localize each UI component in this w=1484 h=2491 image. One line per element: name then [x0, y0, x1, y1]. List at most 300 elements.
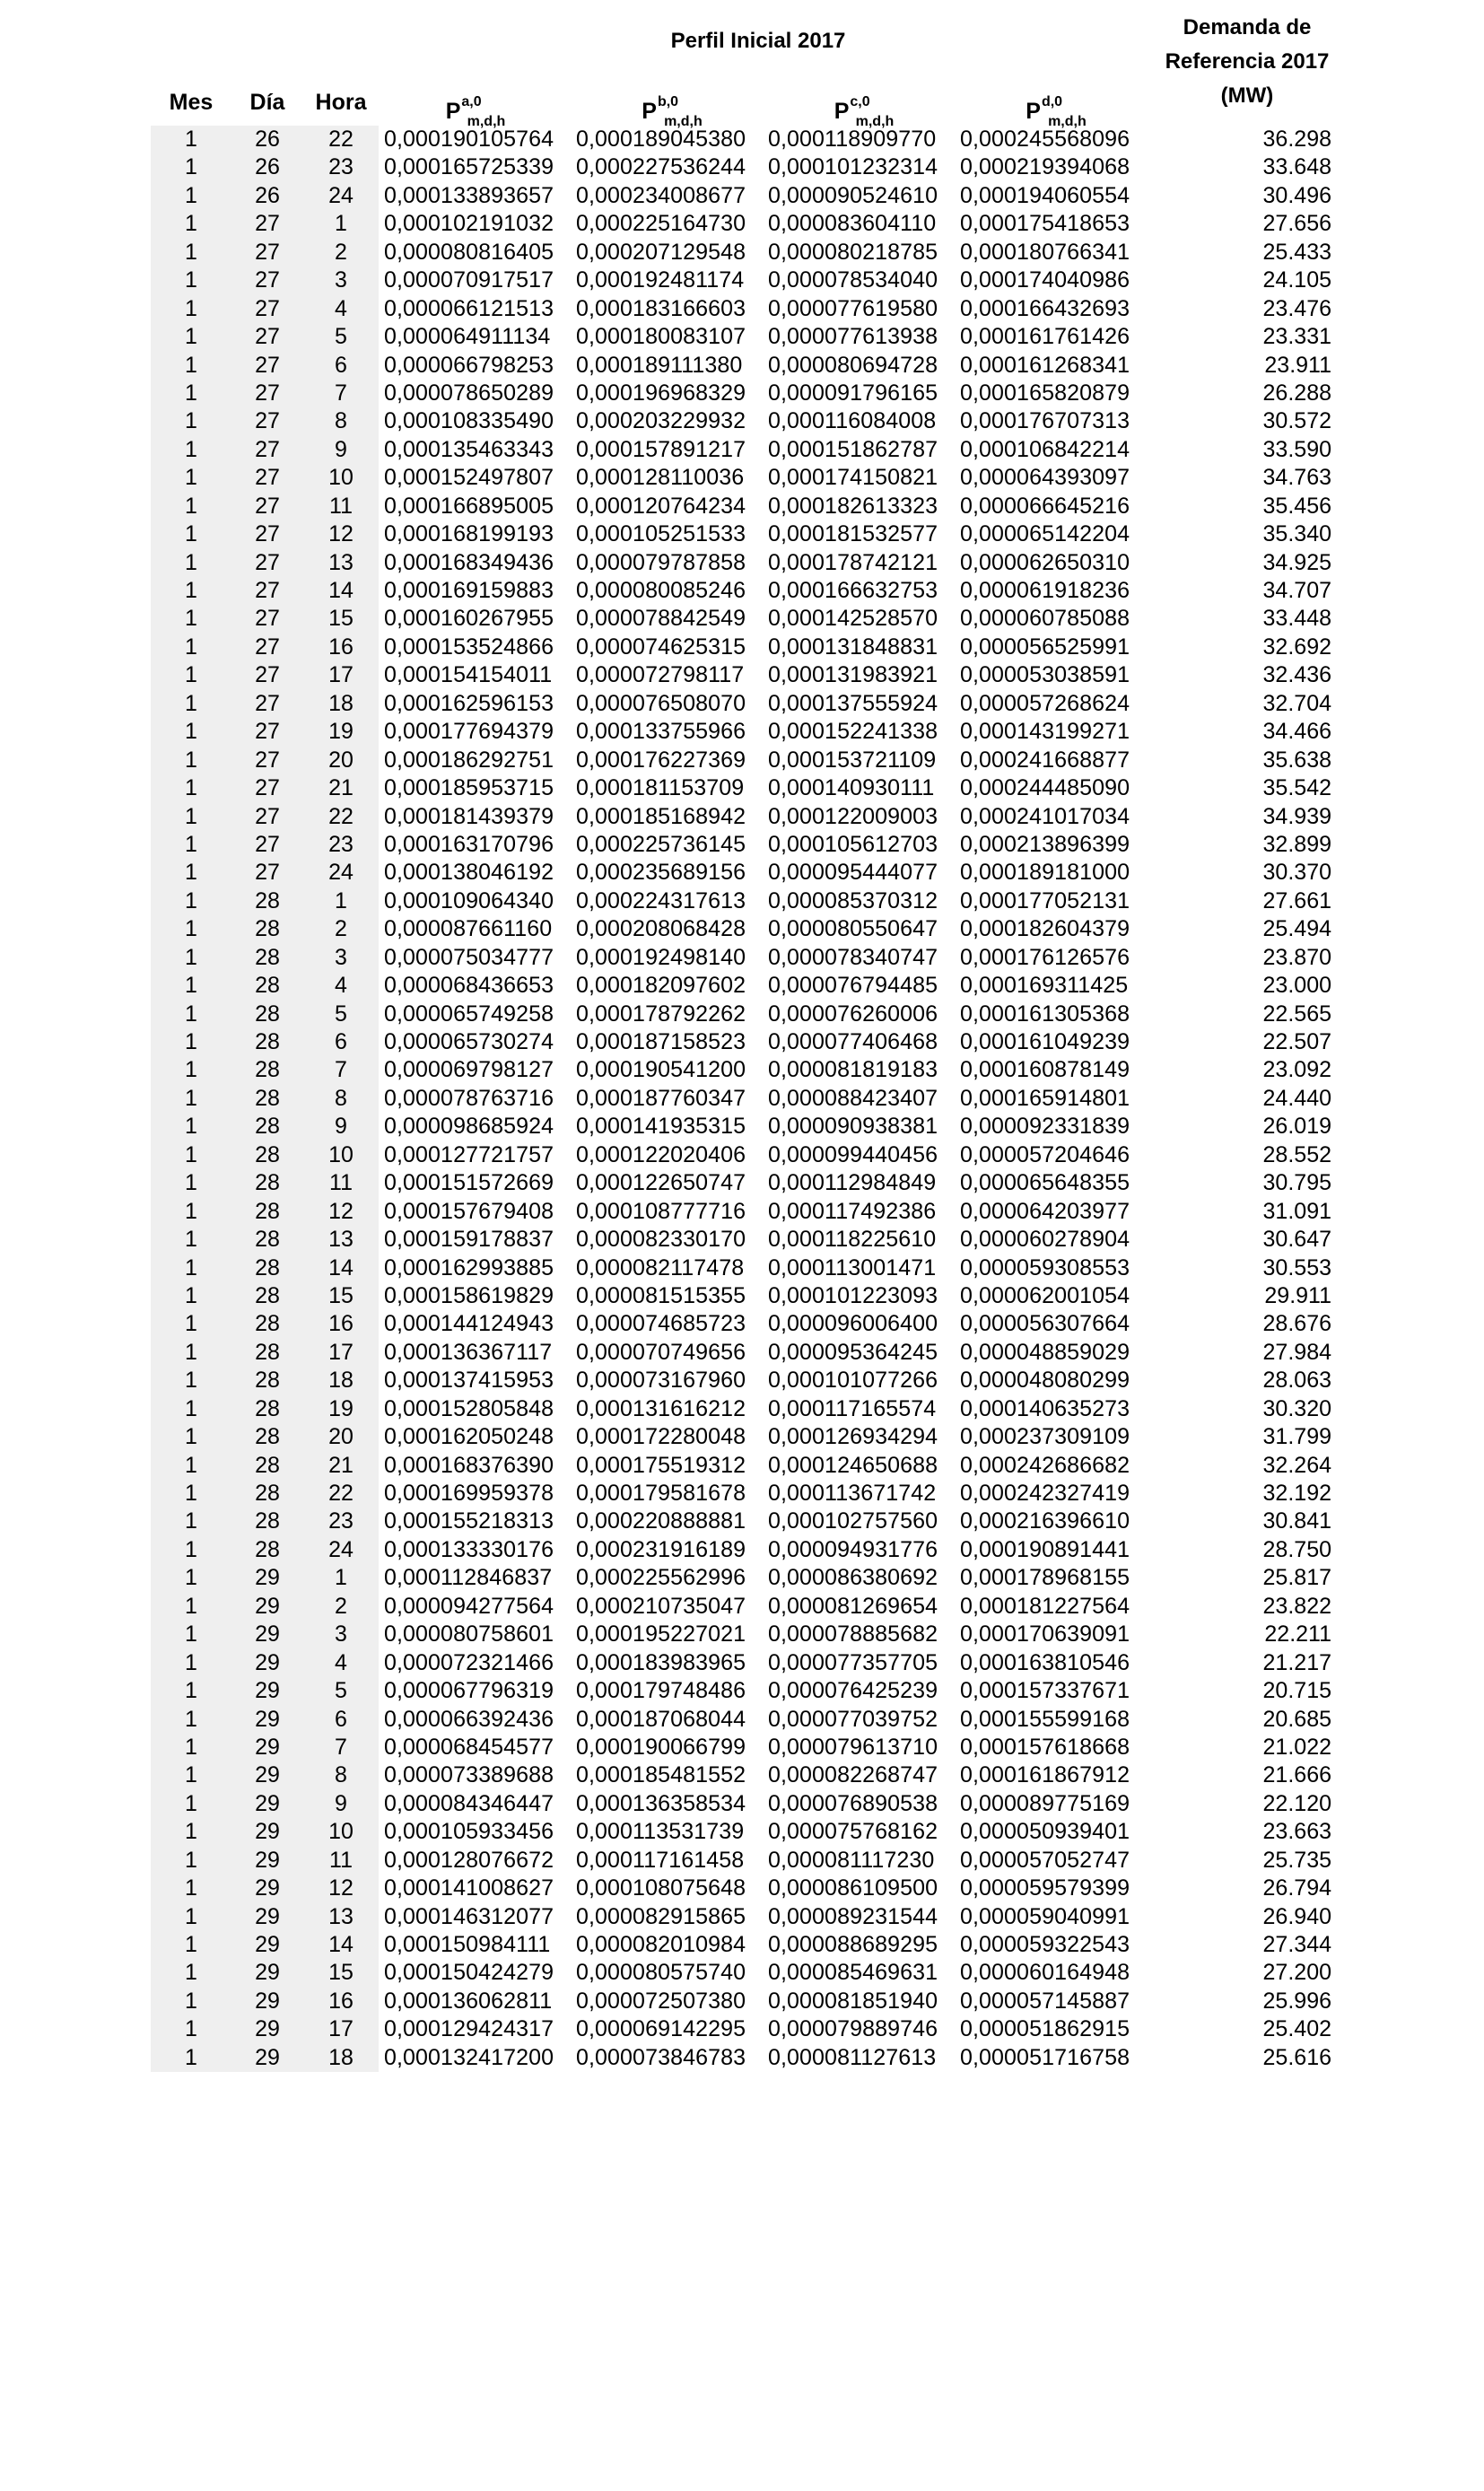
cell-pd: 0,000178968155 [960, 1565, 1130, 1591]
cell-pc: 0,000091796165 [768, 380, 938, 406]
cell-mes: 1 [151, 1593, 231, 1621]
cell-dia: 27 [231, 577, 303, 605]
cell-mes: 1 [151, 972, 231, 1000]
cell-pa: 0,000146312077 [384, 1903, 554, 1929]
cell-pa: 0,000129424317 [384, 2016, 554, 2042]
table-row [0, 1875, 1484, 1902]
cell-hora: 16 [303, 634, 379, 661]
demanda-header [1113, 11, 1382, 113]
cell-pb: 0,000192498140 [576, 944, 746, 970]
cell-dia: 29 [231, 1564, 303, 1592]
cell-dia: 28 [231, 1282, 303, 1310]
cell-pb: 0,000179581678 [576, 1481, 746, 1506]
cell-pc: 0,000182613323 [768, 493, 938, 519]
cell-dia: 28 [231, 1056, 303, 1084]
cell-pc: 0,000080550647 [768, 916, 938, 942]
cell-pb: 0,000074685723 [576, 1311, 746, 1337]
cell-pc: 0,000075768162 [768, 1819, 938, 1845]
cell-pc: 0,000081127613 [768, 2044, 937, 2070]
cell-hora: 3 [303, 1621, 379, 1648]
cell-pc: 0,000105612703 [768, 831, 938, 857]
table-row [0, 1113, 1484, 1141]
cell-mes: 1 [151, 2044, 231, 2072]
cell-pd: 0,000237309109 [960, 1424, 1130, 1450]
cell-demanda: 25.433 [1262, 239, 1331, 265]
cell-dia: 29 [231, 2015, 303, 2043]
cell-pd: 0,000064393097 [960, 465, 1130, 491]
cell-dia: 29 [231, 1677, 303, 1705]
table-row [0, 407, 1484, 435]
cell-pc: 0,000078885682 [768, 1621, 938, 1648]
cell-pd: 0,000181227564 [960, 1593, 1130, 1619]
cell-pb: 0,000073846783 [576, 2044, 746, 2070]
cell-mes: 1 [151, 1085, 231, 1113]
cell-demanda: 35.456 [1262, 493, 1331, 519]
cell-pa: 0,000162050248 [384, 1424, 554, 1450]
table-row [0, 436, 1484, 464]
cell-pa: 0,000098685924 [384, 1114, 554, 1140]
cell-pc: 0,000081851940 [768, 1988, 938, 2014]
cell-mes: 1 [151, 493, 231, 520]
col-header-pa [384, 81, 567, 129]
cell-hora: 12 [303, 520, 379, 548]
cell-pb: 0,000225562996 [576, 1565, 746, 1591]
table-row [0, 774, 1484, 802]
table-row [0, 1395, 1484, 1423]
cell-pb: 0,000074625315 [576, 634, 746, 660]
cell-pc: 0,000090524610 [768, 182, 938, 208]
cell-pd: 0,000064203977 [960, 1198, 1130, 1224]
cell-demanda: 34.466 [1262, 719, 1331, 745]
cell-pb: 0,000192481174 [576, 267, 745, 293]
cell-hora: 5 [303, 1677, 379, 1705]
cell-dia: 27 [231, 718, 303, 746]
cell-mes: 1 [151, 210, 231, 238]
cell-pa: 0,000159178837 [384, 1227, 554, 1253]
cell-hora: 2 [303, 1593, 379, 1621]
cell-pd: 0,000066645216 [960, 493, 1130, 519]
cell-demanda: 30.572 [1262, 408, 1331, 434]
cell-pb: 0,000072507380 [576, 1988, 746, 2014]
cell-pa: 0,000138046192 [384, 860, 554, 886]
table-row [0, 1790, 1484, 1818]
cell-pd: 0,000169311425 [960, 973, 1129, 999]
table-row [0, 1310, 1484, 1338]
cell-dia: 27 [231, 323, 303, 351]
cell-demanda: 23.476 [1262, 295, 1331, 321]
cell-hora: 10 [303, 464, 379, 492]
cell-dia: 27 [231, 352, 303, 380]
cell-mes: 1 [151, 182, 231, 210]
cell-demanda: 20.715 [1262, 1678, 1331, 1704]
cell-dia: 28 [231, 1001, 303, 1028]
pa-sub: m,d,h [467, 114, 506, 129]
cell-hora: 17 [303, 1339, 379, 1367]
col-header-hora: Hora [315, 90, 367, 115]
cell-demanda: 23.911 [1264, 352, 1331, 378]
table-row [0, 267, 1484, 294]
cell-hora: 16 [303, 1988, 379, 2015]
cell-hora: 18 [303, 690, 379, 718]
cell-demanda: 25.616 [1262, 2044, 1331, 2070]
cell-mes: 1 [151, 1677, 231, 1705]
cell-mes: 1 [151, 1790, 231, 1818]
cell-pb: 0,000128110036 [576, 465, 745, 491]
cell-pd: 0,000050939401 [960, 1819, 1130, 1845]
cell-pa: 0,000137415953 [384, 1368, 554, 1394]
cell-demanda: 24.105 [1262, 267, 1331, 293]
cell-pb: 0,000189111380 [576, 352, 743, 378]
cell-pb: 0,000189045380 [576, 127, 746, 152]
cell-dia: 29 [231, 1818, 303, 1846]
cell-pa: 0,000068454577 [384, 1734, 554, 1760]
cell-demanda: 30.553 [1262, 1254, 1331, 1280]
cell-mes: 1 [151, 1621, 231, 1648]
cell-demanda: 33.590 [1262, 436, 1331, 462]
cell-pb: 0,000082915865 [576, 1903, 746, 1929]
cell-pd: 0,000051716758 [960, 2044, 1130, 2070]
cell-demanda: 23.822 [1262, 1593, 1331, 1619]
cell-dia: 29 [231, 1706, 303, 1734]
cell-hora: 19 [303, 718, 379, 746]
cell-hora: 19 [303, 1395, 379, 1423]
cell-pa: 0,000132417200 [384, 2044, 554, 2070]
cell-pb: 0,000136358534 [576, 1790, 746, 1816]
cell-hora: 18 [303, 2044, 379, 2072]
cell-pc: 0,000079613710 [768, 1734, 938, 1760]
cell-pb: 0,000234008677 [576, 182, 746, 208]
cell-mes: 1 [151, 1734, 231, 1761]
cell-hora: 23 [303, 1508, 379, 1535]
cell-hora: 11 [303, 1169, 379, 1197]
cell-mes: 1 [151, 1254, 231, 1282]
cell-dia: 26 [231, 153, 303, 181]
cell-pd: 0,000190891441 [960, 1536, 1130, 1562]
cell-pb: 0,000131616212 [576, 1395, 746, 1421]
table-row [0, 577, 1484, 605]
cell-pa: 0,000084346447 [384, 1790, 554, 1816]
cell-dia: 26 [231, 182, 303, 210]
cell-pd: 0,000155599168 [960, 1706, 1130, 1732]
table-row [0, 182, 1484, 210]
cell-pd: 0,000161268341 [960, 352, 1130, 378]
cell-pc: 0,000137555924 [768, 690, 938, 716]
data-table [0, 126, 1484, 2072]
cell-dia: 27 [231, 661, 303, 689]
cell-pd: 0,000059040991 [960, 1903, 1130, 1929]
cell-pc: 0,000152241338 [768, 719, 938, 745]
cell-hora: 2 [303, 915, 379, 943]
cell-mes: 1 [151, 605, 231, 633]
cell-pc: 0,000118225610 [768, 1227, 937, 1253]
table-row [0, 1593, 1484, 1621]
cell-pc: 0,000077406468 [768, 1029, 938, 1054]
cell-demanda: 24.440 [1262, 1085, 1331, 1111]
cell-pc: 0,000082268747 [768, 1762, 938, 1788]
table-row [0, 1028, 1484, 1056]
pd-sup: d,0 [1041, 94, 1063, 109]
cell-mes: 1 [151, 915, 231, 943]
cell-pa: 0,000066392436 [384, 1706, 554, 1732]
pd-base: P [1026, 99, 1041, 124]
cell-mes: 1 [151, 1310, 231, 1338]
cell-dia: 28 [231, 1508, 303, 1535]
cell-dia: 27 [231, 464, 303, 492]
cell-demanda: 22.507 [1262, 1029, 1331, 1054]
cell-demanda: 22.120 [1262, 1790, 1331, 1816]
cell-pa: 0,000168349436 [384, 549, 554, 575]
cell-dia: 27 [231, 690, 303, 718]
cell-pb: 0,000080085246 [576, 578, 746, 603]
pb-sub: m,d,h [664, 114, 703, 129]
cell-mes: 1 [151, 1649, 231, 1677]
table-row [0, 1254, 1484, 1282]
cell-mes: 1 [151, 1903, 231, 1931]
table-row [0, 1169, 1484, 1197]
cell-pa: 0,000168199193 [384, 521, 554, 547]
cell-demanda: 32.436 [1262, 662, 1331, 688]
cell-mes: 1 [151, 887, 231, 915]
cell-pd: 0,000175418653 [960, 211, 1130, 237]
cell-pd: 0,000242327419 [960, 1481, 1130, 1506]
cell-demanda: 21.022 [1262, 1734, 1331, 1760]
table-row [0, 859, 1484, 887]
cell-pb: 0,000210735047 [576, 1593, 746, 1619]
cell-pa: 0,000065749258 [384, 1001, 554, 1027]
cell-pb: 0,000180083107 [576, 324, 746, 350]
cell-pb: 0,000220888881 [576, 1508, 746, 1534]
cell-pa: 0,000154154011 [384, 662, 553, 688]
cell-pa: 0,000094277564 [384, 1593, 554, 1619]
cell-pa: 0,000080758601 [384, 1621, 554, 1648]
cell-demanda: 30.647 [1262, 1227, 1331, 1253]
cell-demanda: 34.925 [1262, 549, 1331, 575]
cell-pa: 0,000141008627 [384, 1875, 554, 1901]
cell-pd: 0,000053038591 [960, 662, 1130, 688]
cell-pa: 0,000072321466 [384, 1649, 554, 1675]
col-header-pd [960, 81, 1152, 129]
pc-sub: m,d,h [855, 114, 895, 129]
cell-hora: 20 [303, 1423, 379, 1451]
cell-hora: 13 [303, 1903, 379, 1931]
cell-hora: 21 [303, 1452, 379, 1480]
table-row [0, 549, 1484, 577]
cell-demanda: 22.211 [1264, 1621, 1331, 1648]
cell-dia: 28 [231, 1254, 303, 1282]
cell-pb: 0,000080575740 [576, 1960, 746, 1986]
cell-demanda: 32.899 [1262, 831, 1331, 857]
cell-pd: 0,000157618668 [960, 1734, 1130, 1760]
cell-pa: 0,000065730274 [384, 1029, 554, 1054]
cell-pd: 0,000059579399 [960, 1875, 1130, 1901]
cell-dia: 29 [231, 1847, 303, 1875]
cell-pc: 0,000122009003 [768, 803, 938, 829]
cell-pb: 0,000122650747 [576, 1170, 746, 1196]
cell-pc: 0,000131983921 [768, 662, 938, 688]
cell-mes: 1 [151, 267, 231, 294]
cell-hora: 3 [303, 267, 379, 294]
table-row [0, 1959, 1484, 1987]
cell-demanda: 30.320 [1262, 1395, 1331, 1421]
cell-pa: 0,000133893657 [384, 182, 554, 208]
cell-mes: 1 [151, 1367, 231, 1394]
cell-hora: 15 [303, 1282, 379, 1310]
cell-pd: 0,000165914801 [960, 1085, 1130, 1111]
cell-pd: 0,000051862915 [960, 2016, 1130, 2042]
cell-pd: 0,000157337671 [960, 1678, 1130, 1704]
table-row [0, 1085, 1484, 1113]
table-row [0, 1001, 1484, 1028]
cell-pb: 0,000120764234 [576, 493, 746, 519]
cell-pc: 0,000099440456 [768, 1141, 938, 1167]
cell-demanda: 32.264 [1262, 1452, 1331, 1478]
table-row [0, 1847, 1484, 1875]
cell-hora: 4 [303, 972, 379, 1000]
cell-dia: 28 [231, 944, 303, 972]
cell-dia: 29 [231, 1959, 303, 1987]
cell-pb: 0,000076508070 [576, 690, 746, 716]
cell-pb: 0,000078842549 [576, 606, 746, 632]
table-row [0, 1423, 1484, 1451]
cell-demanda: 33.448 [1262, 606, 1331, 632]
cell-demanda: 33.648 [1262, 154, 1331, 180]
table-row [0, 944, 1484, 972]
cell-hora: 22 [303, 1480, 379, 1508]
table-row [0, 1761, 1484, 1789]
cell-pa: 0,000128076672 [384, 1847, 554, 1873]
table-row [0, 747, 1484, 774]
table-row [0, 1056, 1484, 1084]
cell-mes: 1 [151, 1141, 231, 1169]
cell-mes: 1 [151, 944, 231, 972]
cell-mes: 1 [151, 1508, 231, 1535]
cell-demanda: 23.331 [1262, 324, 1331, 350]
cell-demanda: 27.200 [1262, 1960, 1331, 1986]
cell-pa: 0,000169959378 [384, 1481, 554, 1506]
cell-pa: 0,000133330176 [384, 1536, 554, 1562]
cell-pa: 0,000105933456 [384, 1819, 554, 1845]
cell-pb: 0,000179748486 [576, 1678, 746, 1704]
cell-pa: 0,000069798127 [384, 1057, 554, 1083]
table-row [0, 1226, 1484, 1254]
cell-hora: 15 [303, 1959, 379, 1987]
cell-pa: 0,000150424279 [384, 1960, 554, 1986]
cell-pd: 0,000165820879 [960, 380, 1130, 406]
cell-hora: 1 [303, 887, 379, 915]
cell-mes: 1 [151, 577, 231, 605]
cell-dia: 29 [231, 1988, 303, 2015]
cell-pc: 0,000077613938 [768, 324, 938, 350]
cell-pb: 0,000190541200 [576, 1057, 746, 1083]
cell-pd: 0,000048859029 [960, 1339, 1130, 1365]
cell-dia: 29 [231, 1790, 303, 1818]
cell-hora: 24 [303, 859, 379, 887]
cell-mes: 1 [151, 1198, 231, 1226]
cell-hora: 20 [303, 747, 379, 774]
table-row [0, 1198, 1484, 1226]
table-row [0, 1988, 1484, 2015]
cell-mes: 1 [151, 747, 231, 774]
cell-pd: 0,000161305368 [960, 1001, 1130, 1027]
table-row [0, 2044, 1484, 2072]
cell-pd: 0,000060785088 [960, 606, 1130, 632]
cell-hora: 18 [303, 1367, 379, 1394]
cell-pd: 0,000059322543 [960, 1932, 1130, 1957]
pa-sup: a,0 [461, 94, 482, 109]
cell-pc: 0,000102757560 [768, 1508, 938, 1534]
table-row [0, 972, 1484, 1000]
cell-pb: 0,000073167960 [576, 1368, 746, 1394]
cell-pa: 0,000068436653 [384, 973, 554, 999]
cell-pb: 0,000176227369 [576, 747, 746, 773]
cell-pa: 0,000080816405 [384, 239, 554, 265]
cell-pc: 0,000113671742 [768, 1481, 937, 1506]
cell-pc: 0,000151862787 [768, 436, 938, 462]
cell-dia: 27 [231, 605, 303, 633]
table-row [0, 1818, 1484, 1846]
cell-pc: 0,000181532577 [768, 521, 938, 547]
cell-pd: 0,000106842214 [960, 436, 1130, 462]
cell-dia: 26 [231, 126, 303, 153]
demanda-header-line1: Demanda de [1183, 15, 1312, 39]
cell-demanda: 21.666 [1262, 1762, 1331, 1788]
cell-pd: 0,000092331839 [960, 1114, 1130, 1140]
cell-hora: 8 [303, 1085, 379, 1113]
cell-pc: 0,000118909770 [768, 127, 937, 152]
pb-sup: b,0 [657, 94, 679, 109]
cell-hora: 5 [303, 323, 379, 351]
cell-pd: 0,000060278904 [960, 1227, 1130, 1253]
cell-pb: 0,000105251533 [576, 521, 746, 547]
table-row [0, 1282, 1484, 1310]
cell-pb: 0,000069142295 [576, 2016, 746, 2042]
cell-dia: 28 [231, 1395, 303, 1423]
col-header-dia: Día [249, 90, 285, 115]
cell-pd: 0,000140635273 [960, 1395, 1130, 1421]
cell-mes: 1 [151, 1028, 231, 1056]
cell-demanda: 25.735 [1262, 1847, 1331, 1873]
cell-pb: 0,000113531739 [576, 1819, 745, 1845]
cell-pd: 0,000143199271 [960, 719, 1130, 745]
cell-hora: 8 [303, 1761, 379, 1789]
cell-pc: 0,000166632753 [768, 578, 938, 603]
cell-dia: 28 [231, 1310, 303, 1338]
cell-pd: 0,000176126576 [960, 944, 1130, 970]
cell-mes: 1 [151, 1226, 231, 1254]
cell-hora: 8 [303, 407, 379, 435]
table-row [0, 1339, 1484, 1367]
cell-pb: 0,000185168942 [576, 803, 746, 829]
cell-mes: 1 [151, 634, 231, 661]
cell-hora: 24 [303, 182, 379, 210]
cell-pa: 0,000152805848 [384, 1395, 554, 1421]
cell-demanda: 25.402 [1262, 2016, 1331, 2042]
cell-pb: 0,000225164730 [576, 211, 746, 237]
cell-pb: 0,000072798117 [576, 662, 745, 688]
cell-pc: 0,000153721109 [768, 747, 937, 773]
cell-demanda: 25.494 [1262, 916, 1331, 942]
cell-pa: 0,000152497807 [384, 465, 554, 491]
cell-demanda: 32.704 [1262, 690, 1331, 716]
cell-mes: 1 [151, 549, 231, 577]
cell-dia: 27 [231, 803, 303, 831]
cell-dia: 28 [231, 1141, 303, 1169]
cell-pa: 0,000185953715 [384, 775, 554, 801]
cell-dia: 28 [231, 1452, 303, 1480]
table-row [0, 1564, 1484, 1592]
cell-demanda: 30.795 [1262, 1170, 1331, 1196]
cell-pb: 0,000178792262 [576, 1001, 746, 1027]
